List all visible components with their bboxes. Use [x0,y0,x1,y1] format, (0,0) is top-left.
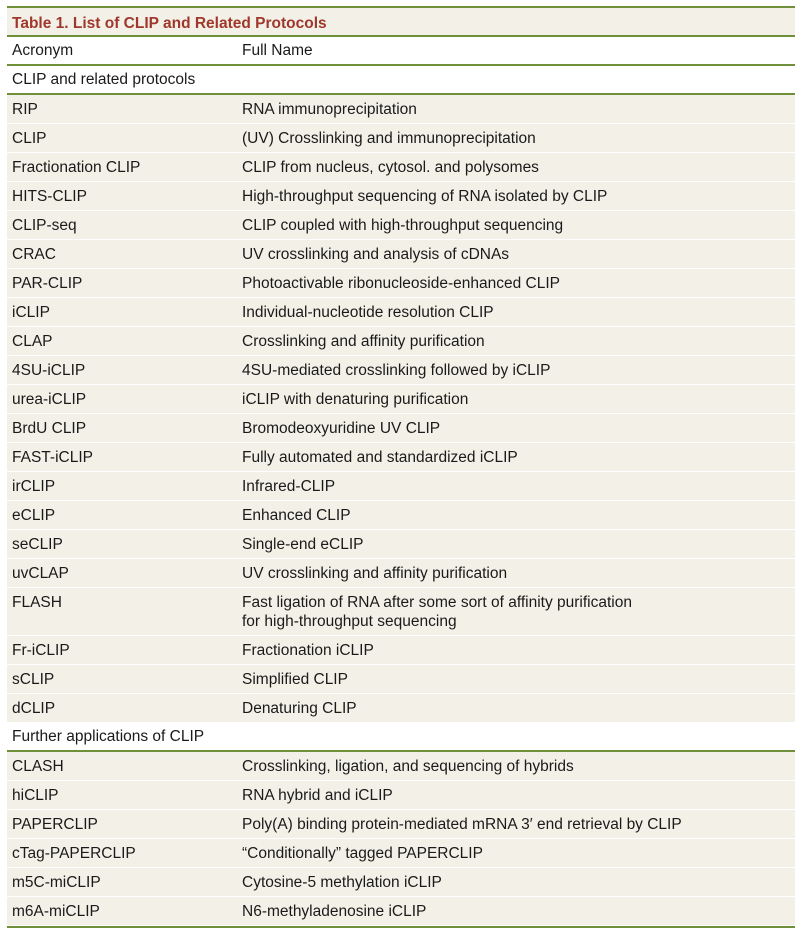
cell-acronym: CLASH [12,758,64,775]
table-row [7,269,795,298]
section-header [7,66,795,95]
cell-acronym: iCLIP [12,304,50,321]
cell-acronym: irCLIP [12,478,56,495]
cell-full-name: Fully automated and standardized iCLIP [242,449,518,466]
cell-full-name: Denaturing CLIP [242,700,357,717]
protocols-table [7,6,795,928]
cell-full-name: N6-methyladenosine iCLIP [242,903,427,920]
cell-full-name: Crosslinking and affinity purification [242,333,485,350]
table-row [7,124,795,153]
cell-full-name: Bromodeoxyuridine UV CLIP [242,420,441,437]
cell-full-name: Infrared-CLIP [242,478,336,495]
cell-acronym: eCLIP [12,507,56,524]
cell-full-name: iCLIP with denaturing purification [242,391,469,408]
table-row [7,327,795,356]
table-row [7,559,795,588]
cell-acronym: RIP [12,101,38,118]
cell-full-name: CLIP coupled with high-throughput sequencing [242,217,564,234]
cell-full-name: RNA immunoprecipitation [242,101,417,118]
table-row [7,530,795,559]
cell-acronym: FAST-iCLIP [12,449,93,466]
cell-full-name: 4SU-mediated crosslinking followed by iCLIP [242,362,551,379]
table-row [7,665,795,694]
cell-full-name: UV crosslinking and analysis of cDNAs [242,246,510,263]
table-row [7,781,795,810]
cell-full-name: Poly(A) binding protein-mediated mRNA 3′ end retrieval by CLIP [242,816,682,833]
cell-acronym: dCLIP [12,700,56,717]
cell-full-name: Crosslinking, ligation, and sequencing of hybrids [242,758,574,775]
table-row [7,414,795,443]
cell-acronym: CLIP [12,130,47,147]
cell-acronym: CRAC [12,246,56,263]
table-row [7,810,795,839]
table-row [7,752,795,781]
cell-acronym: PAPERCLIP [12,816,98,833]
cell-full-name: UV crosslinking and affinity purification [242,565,508,582]
table-row [7,588,795,636]
cell-full-name: Single-end eCLIP [242,536,364,553]
cell-full-name: RNA hybrid and iCLIP [242,787,393,804]
table-row [7,868,795,897]
cell-acronym: HITS-CLIP [12,188,87,205]
cell-full-name: Fast ligation of RNA after some sort of affinity purification for high-throughput sequencing [242,594,632,630]
header-full-name: Full Name [242,41,313,59]
cell-acronym: m6A-miCLIP [12,903,100,920]
table-header-row [7,37,795,66]
table-bottom-rule [7,926,795,928]
table-row [7,298,795,327]
cell-full-name: Photoactivable ribonucleoside-enhanced CLIP [242,275,560,292]
cell-acronym: 4SU-iCLIP [12,362,86,379]
table-row [7,211,795,240]
cell-acronym: m5C-miCLIP [12,874,101,891]
cell-full-name: High-throughput sequencing of RNA isolated by CLIP [242,188,608,205]
table-row [7,694,795,723]
table-row [7,636,795,665]
table-body [7,66,795,926]
section-header [7,723,795,752]
cell-full-name: Cytosine-5 methylation iCLIP [242,874,442,891]
cell-full-name: Simplified CLIP [242,671,348,688]
cell-acronym: BrdU CLIP [12,420,87,437]
table-row [7,385,795,414]
table-row [7,95,795,124]
table-caption: Table 1. List of CLIP and Related Protocols [7,6,795,37]
cell-acronym: uvCLAP [12,565,69,582]
cell-acronym: PAR-CLIP [12,275,83,292]
cell-full-name: Fractionation iCLIP [242,642,374,659]
cell-full-name: Enhanced CLIP [242,507,351,524]
cell-full-name: Individual-nucleotide resolution CLIP [242,304,494,321]
cell-acronym: urea-iCLIP [12,391,87,408]
cell-acronym: CLIP-seq [12,217,77,234]
cell-acronym: Fr-iCLIP [12,642,70,659]
cell-full-name: “Conditionally” tagged PAPERCLIP [242,845,483,862]
cell-acronym: Fractionation CLIP [12,159,141,176]
table-row [7,356,795,385]
table-row [7,501,795,530]
cell-full-name: CLIP from nucleus, cytosol. and polysomes [242,159,539,176]
cell-acronym: FLASH [12,594,62,611]
cell-full-name: (UV) Crosslinking and immunoprecipitation [242,130,536,147]
table-row [7,153,795,182]
cell-acronym: CLAP [12,333,53,350]
header-acronym: Acronym [12,41,74,59]
table-row [7,472,795,501]
section-title: Further applications of CLIP [12,727,205,745]
table-row [7,240,795,269]
section-title: CLIP and related protocols [12,70,196,88]
table-row [7,897,795,926]
table-row [7,443,795,472]
cell-acronym: cTag-PAPERCLIP [12,845,136,862]
table-row [7,182,795,211]
cell-acronym: hiCLIP [12,787,59,804]
table-row [7,839,795,868]
cell-acronym: sCLIP [12,671,55,688]
cell-acronym: seCLIP [12,536,63,553]
